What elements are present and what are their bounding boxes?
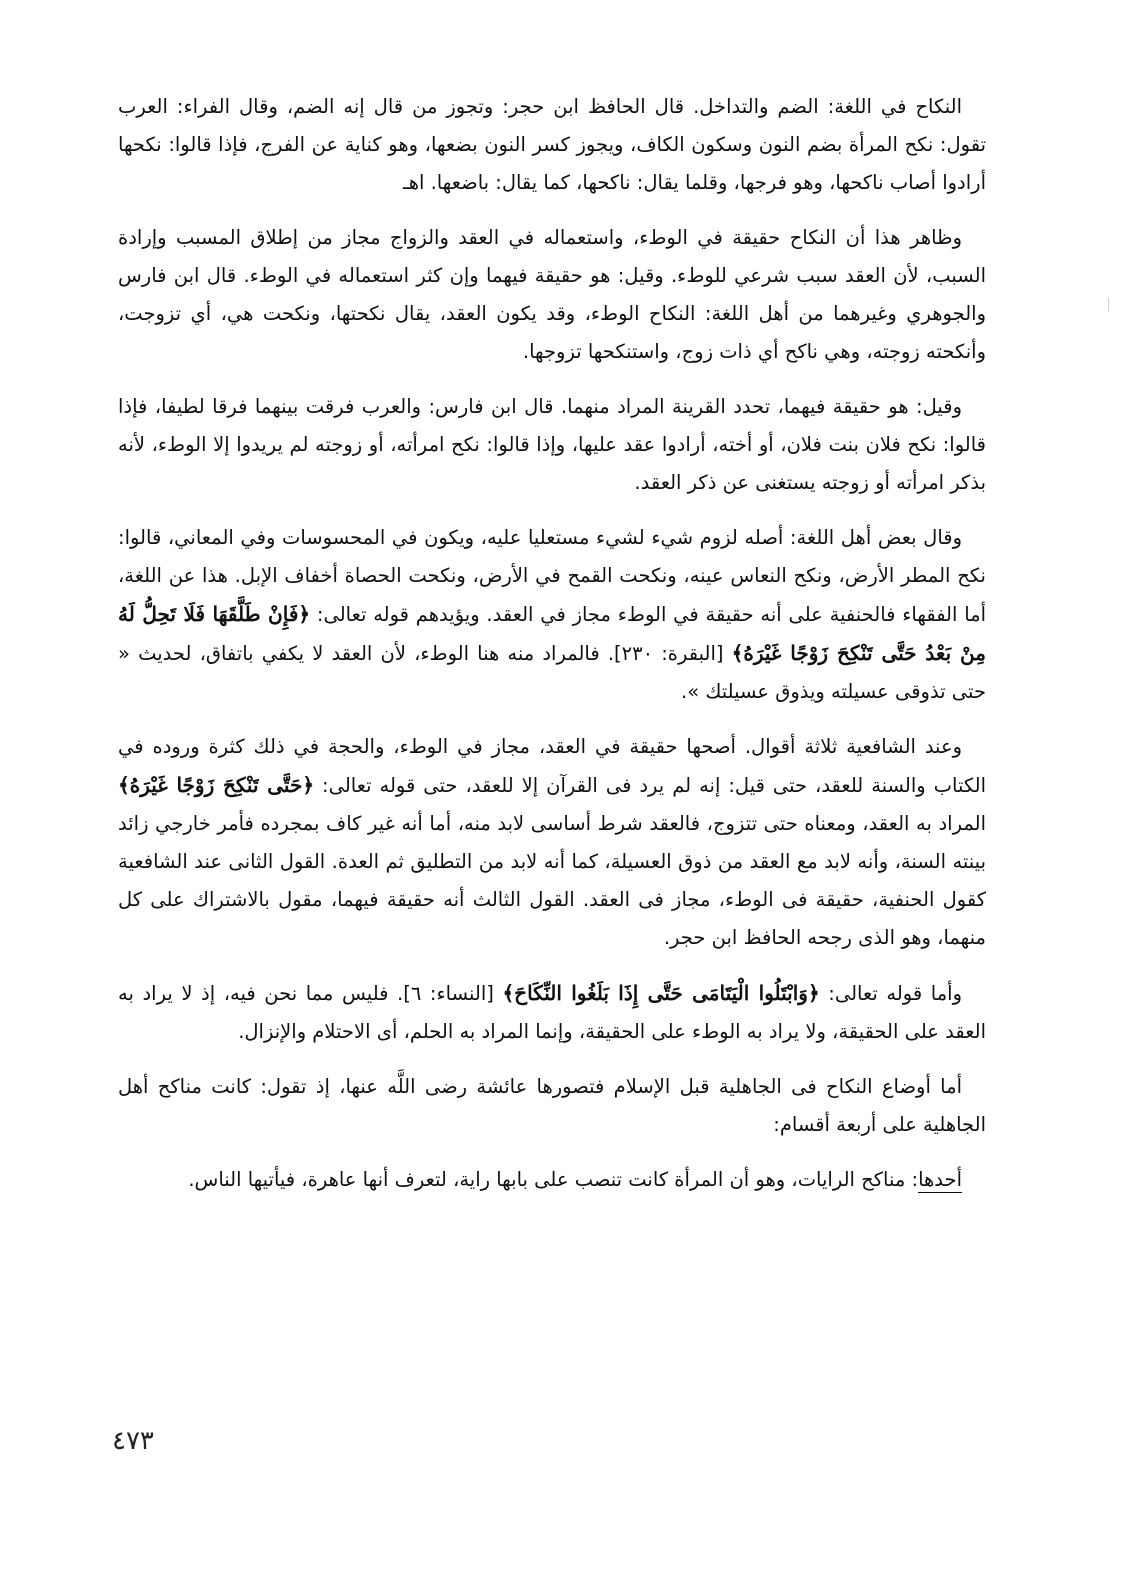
paragraph-shafii-view xyxy=(118,728,986,957)
paragraph-text: وظاهر هذا أن النكاح حقيقة في الوطء، واستعماله في العقد والزواج مجاز من إطلاق المسبب وإرادة السبب، لأن العقد سبب شرعي للوطء. وقيل: هو حقيقة فيهما وإن كثر استعماله في الوطء. قال ابن فارس والجوهري وغيرهما من أهل اللغة: النكاح الوطء، وقد يكون العقد، يقال نكحتها، ونكحت هي، أي تزوجت، وأنكحته زوجته، وهي ناكح أي ذات زوج، واستنكحها تزوجها. xyxy=(118,226,986,363)
paragraph-text: المراد به العقد، ومعناه حتى تتزوج، فالعقد شرط أساسى لابد منه، أما أنه غير كاف بمجرده فأمر خارجي زائد بينته السنة، وأنه لابد مع العقد من ذوق العسيلة، كما أنه لابد من التطليق ثم العدة. القول الثانى عند الشافعية كقول الحنفية، حقيقة فى الوطء، مجاز فى العقد. القول الثالث أنه حقيقة فيهما، مقول بالاشتراك على كل منهما، وهو الذى رجحه الحافظ ابن حجر. xyxy=(118,812,986,949)
paragraph-text: وقيل: هو حقيقة فيهما، تحدد القرينة المراد منهما. قال ابن فارس: والعرب فرقت بينهما فرقا لطيفا، فإذا قالوا: نكح فلان بنت فلان، أو أخته، أرادوا عقد عليها، وإذا قالوا: نكح امرأته، أو زوجته لم يريدوا إلا الوطء، لأنه بذكر امرأته أو زوجته يستغنى عن ذكر العقد. xyxy=(118,395,986,494)
paragraph-text: وقال بعض أهل اللغة: أصله لزوم شيء لشيء مستعليا عليه، ويكون في المحسوسات وفي المعاني، قالوا: نكح المطر الأرض، ونكح النعاس عينه، ونكحت القمح في الأرض، ونكحت الحصاة أخفاف الإبل. هذا عن اللغة، أما الفقهاء فالحنفية على أنه حقيقة في الوطء مجاز في العقد. ويؤيدهم قوله تعالى: xyxy=(118,526,986,626)
paragraph-orphans-verse xyxy=(118,974,986,1051)
paragraph-hanafi-view xyxy=(118,519,986,711)
paragraph-text: أما أوضاع النكاح فى الجاهلية قبل الإسلام فتصورها عائشة رضى اللَّه عنها، إذ تقول: كانت مناكح أهل الجاهلية على أربعة أقسام: xyxy=(118,1075,986,1136)
quran-verse-quote: ﴿وَابْتَلُوا الْيَتَامَى حَتَّى إِذَا بَلَغُوا النِّكَاحَ﴾ xyxy=(502,981,820,1005)
paragraph-definition-language xyxy=(118,88,986,202)
document-page xyxy=(118,88,986,1216)
paragraph-both-meanings xyxy=(118,388,986,502)
paragraph-text: وأما قوله تعالى: xyxy=(819,982,962,1005)
paragraph-apparent-meaning xyxy=(118,219,986,371)
quran-verse-quote: ﴿فَإِنْ طَلَّقَهَا فَلَا تَحِلُّ لَهُ مِنْ بَعْدُ حَتَّى تَنْكِحَ زَوْجًا غَيْرَهُ﴾ xyxy=(118,602,986,665)
quran-verse-quote: ﴿حَتَّى تَنْكِحَ زَوْجًا غَيْرَهُ﴾ xyxy=(118,773,315,797)
paragraph-text: [النساء: ٦]. فليس مما نحن فيه، إذ لا يراد به العقد على الحقيقة، ولا يراد به الوطء على الحقيقة، وإنما المراد به الحلم، أى الاحتلام والإنزال. xyxy=(118,982,986,1043)
underlined-heading: أحدها xyxy=(918,1168,962,1191)
paragraph-text: [البقرة: ٢٣٠]. فالمراد منه هنا الوطء، لأن العقد لا يكفي باتفاق، لحديث « حتى تذوقى عسيلته ويذوق عسيلتك ». xyxy=(118,642,986,703)
paragraph-jahiliyya-intro xyxy=(118,1068,986,1144)
margin-mark xyxy=(1108,298,1109,312)
paragraph-text: وعند الشافعية ثلاثة أقوال. أصحها حقيقة في العقد، مجاز في الوطء، والحجة في ذلك كثرة وروده في الكتاب والسنة للعقد، حتى قيل: إنه لم يرد فى القرآن إلا للعقد، حتى قوله تعالى: xyxy=(118,735,986,797)
paragraph-first-type xyxy=(118,1161,986,1199)
page-number: ٤٧٣ xyxy=(112,1426,154,1456)
paragraph-text: النكاح في اللغة: الضم والتداخل. قال الحافظ ابن حجر: وتجوز من قال إنه الضم، وقال الفراء: العرب تقول: نكح المرأة بضم النون وسكون الكاف، ويجوز كسر النون بضعها، وهو كناية عن الفرج، فإذا قالوا: نكحها أرادوا أصاب ناكحها، وهو فرجها، وقلما يقال: ناكحها، كما يقال: باضعها. اهـ xyxy=(118,95,986,194)
paragraph-text: : مناكح الرايات، وهو أن المرأة كانت تنصب على بابها راية، لتعرف أنها عاهرة، فيأتيها الناس. xyxy=(188,1168,919,1191)
